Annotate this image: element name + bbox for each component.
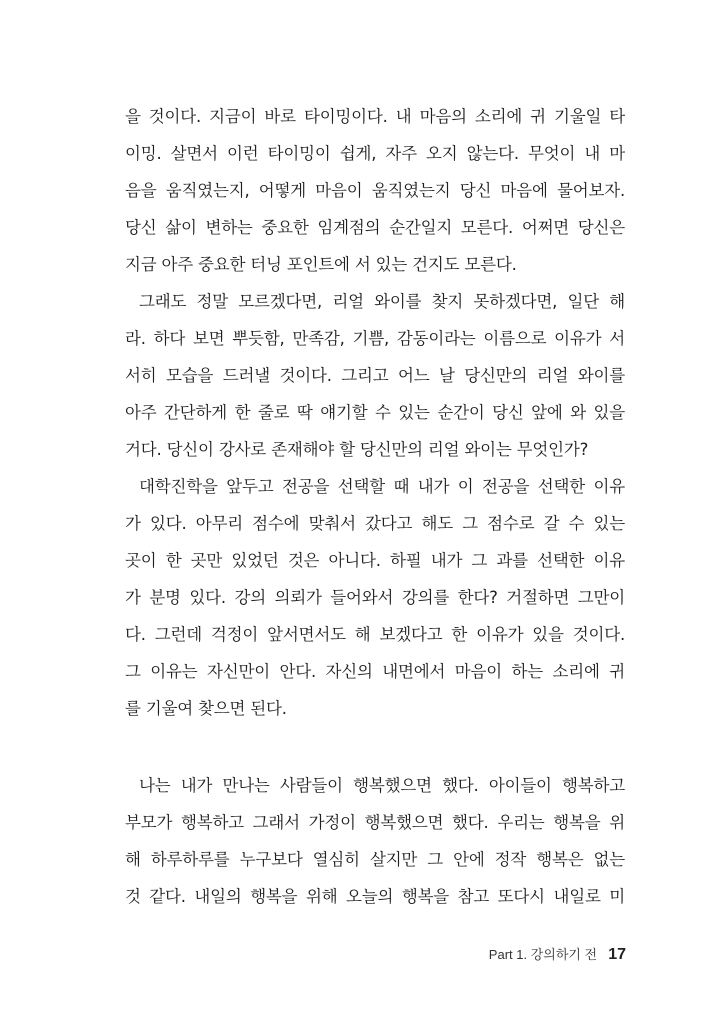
text-line: 그래도 정말 모르겠다면, 리얼 와이를 찾지 못하겠다면, 일단 해 (139, 292, 625, 311)
paragraph (125, 283, 625, 468)
text-line: 서히 모습을 드러낼 것이다. 그리고 어느 날 당신만의 리얼 와이를 (125, 366, 625, 385)
text-line: 가 분명 있다. 강의 의뢰가 들어와서 강의를 한다? 거절하면 그만이 (125, 588, 625, 607)
text-line: 음을 움직였는지, 어떻게 마음이 움직였는지 당신 마음에 물어보자. (125, 181, 625, 200)
text-line: 대학진학을 앞두고 전공을 선택할 때 내가 이 전공을 선택한 이유 (139, 477, 625, 496)
text-line: 라. 하다 보면 뿌듯함, 만족감, 기쁨, 감동이라는 이름으로 이유가 서 (125, 329, 625, 348)
text-line: 가 있다. 아무리 점수에 맞춰서 갔다고 해도 그 점수로 갈 수 있는 (125, 514, 625, 533)
paragraph (125, 767, 625, 915)
text-line: 해 하루하루를 누구보다 열심히 살지만 그 안에 정작 행복은 없는 (125, 850, 625, 869)
text-line: 을 것이다. 지금이 바로 타이밍이다. 내 마음의 소리에 귀 기울일 타 (125, 107, 625, 126)
text-line: 것 같다. 내일의 행복을 위해 오늘의 행복을 참고 또다시 내일로 미 (125, 887, 625, 906)
text-line: 아주 간단하게 한 줄로 딱 얘기할 수 있는 순간이 당신 앞에 와 있을 (125, 403, 625, 422)
page-number: 17 (608, 946, 626, 963)
text-line: 곳이 한 곳만 있었던 것은 아니다. 하필 내가 그 과를 선택한 이유 (125, 551, 625, 570)
text-line: 거다. 당신이 강사로 존재해야 할 당신만의 리얼 와이는 무엇인가? (125, 440, 589, 459)
text-line: 지금 아주 중요한 터닝 포인트에 서 있는 건지도 모른다. (125, 255, 517, 274)
section-break (125, 727, 625, 767)
paragraph (125, 98, 625, 283)
text-line: 나는 내가 만나는 사람들이 행복했으면 했다. 아이들이 행복하고 (139, 776, 625, 795)
page-footer (0, 944, 626, 964)
text-line: 부모가 행복하고 그래서 가정이 행복했으면 했다. 우리는 행복을 위 (125, 813, 625, 832)
running-footer-label: Part 1. 강의하기 전 (488, 947, 598, 962)
text-line: 그 이유는 자신만이 안다. 자신의 내면에서 마음이 하는 소리에 귀 (125, 662, 625, 681)
paragraph (125, 468, 625, 727)
text-line: 다. 그런데 걱정이 앞서면서도 해 보겠다고 한 이유가 있을 것이다. (125, 625, 625, 644)
text-line: 이밍. 살면서 이런 타이밍이 쉽게, 자주 오지 않는다. 무엇이 내 마 (125, 144, 625, 163)
text-line: 당신 삶이 변하는 중요한 임계점의 순간일지 모른다. 어쩌면 당신은 (125, 218, 625, 237)
body-text (125, 98, 625, 915)
text-line: 를 기울여 찾으면 된다. (125, 699, 287, 718)
